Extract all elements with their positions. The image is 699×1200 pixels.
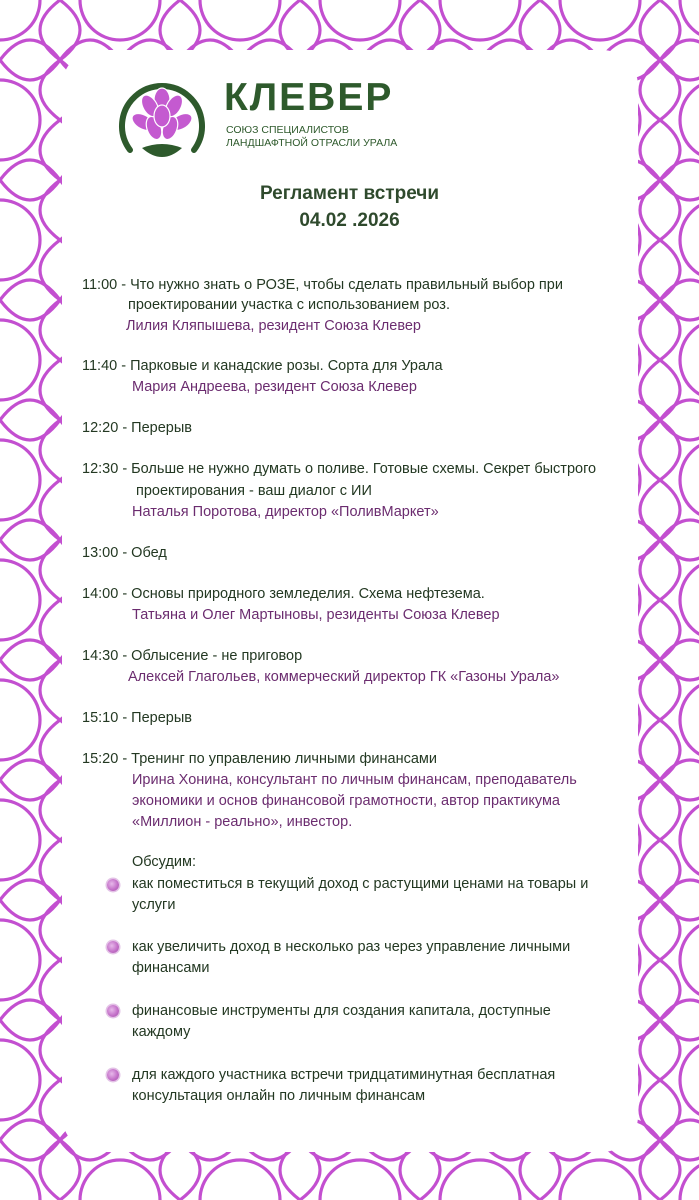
schedule-item-3: 12:20 - Перерыв <box>82 420 192 436</box>
discuss-item-4-line2: консультация онлайн по личным финансам <box>132 1088 426 1104</box>
brand-subtitle-line2: ЛАНДШАФТНОЙ ОТРАСЛИ УРАЛА <box>226 137 398 149</box>
schedule-item-9: 15:20 - Тренинг по управлению личными финансами <box>82 751 437 767</box>
schedule-item-2: 11:40 - Парковые и канадские розы. Сорта для Урала <box>82 358 443 374</box>
brand-name: КЛЕВЕР <box>224 76 394 119</box>
brand-subtitle-line1: СОЮЗ СПЕЦИАЛИСТОВ <box>226 124 349 136</box>
brand-subtitle <box>226 124 397 150</box>
schedule-item-9-speaker-line2: экономики и основ финансовой грамотности, автор практикума <box>132 793 560 809</box>
discuss-heading: Обсудим: <box>132 854 196 870</box>
bullet-icon <box>107 1005 119 1017</box>
brand-logo <box>112 70 402 170</box>
discuss-item-2-line2: финансами <box>132 960 210 976</box>
discuss-item-1-line1: как поместиться в текущий доход с растущими ценами на товары и <box>132 876 589 892</box>
schedule-item-8: 15:10 - Перерыв <box>82 710 192 726</box>
schedule-item-5: 13:00 - Обед <box>82 545 167 561</box>
discuss-item-3-line2: каждому <box>132 1024 191 1040</box>
bullet-icon <box>107 941 119 953</box>
schedule-item-9-speaker-line1: Ирина Хонина, консультант по личным финансам, преподаватель <box>132 772 577 788</box>
meeting-date: 04.02 .2026 <box>299 210 400 231</box>
schedule-item-7: 14:30 - Облысение - не приговор <box>82 648 303 664</box>
discuss-item-1-line2: услуги <box>132 897 176 913</box>
schedule-item-4-line2: проектирования - ваш диалог с ИИ <box>136 483 372 499</box>
schedule-item-2-speaker: Мария Андреева, резидент Союза Клевер <box>132 379 417 395</box>
schedule-item-1-speaker: Лилия Кляпышева, резидент Союза Клевер <box>126 318 421 334</box>
bullet-icon <box>107 1069 119 1081</box>
schedule-item-1-line1: 11:00 - Что нужно знать о РОЗЕ, чтобы сделать правильный выбор при <box>82 277 563 293</box>
discuss-item-2-line1: как увеличить доход в несколько раз через управление личными <box>132 939 571 955</box>
schedule-item-7-speaker: Алексей Глагольев, коммерческий директор ГК «Газоны Урала» <box>128 669 560 685</box>
schedule-item-6: 14:00 - Основы природного земледелия. Схема нефтезема. <box>82 586 485 602</box>
schedule-item-6-speaker: Татьяна и Олег Мартыновы, резиденты Союза Клевер <box>132 607 500 623</box>
discuss-item-4-line1: для каждого участника встречи тридцатиминутная бесплатная <box>132 1067 556 1083</box>
schedule-item-4-line1: 12:30 - Больше не нужно думать о поливе. Готовые схемы. Секрет быстрого <box>82 461 597 477</box>
schedule-item-1-line2: проектировании участка с использованием роз. <box>128 297 450 313</box>
bullet-icon <box>107 879 119 891</box>
page-title: Регламент встречи <box>259 183 439 204</box>
schedule-item-4-speaker: Наталья Поротова, директор «ПоливМаркет» <box>132 504 439 520</box>
schedule-item-9-speaker-line3: «Миллион - реально», инвестор. <box>132 814 353 830</box>
clover-flower-icon <box>112 70 212 170</box>
discuss-item-3-line1: финансовые инструменты для создания капитала, доступные <box>132 1003 551 1019</box>
